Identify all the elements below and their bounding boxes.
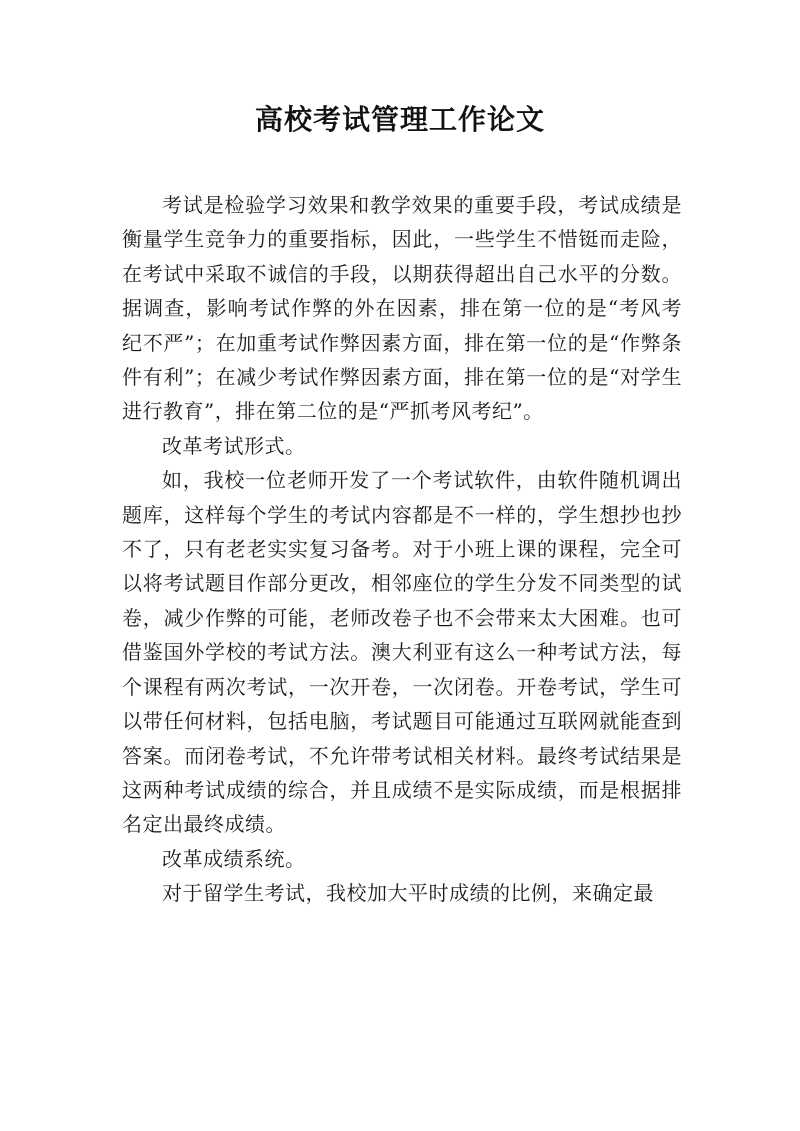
page-title: 高校考试管理工作论文: [254, 103, 545, 136]
document-body: [122, 188, 682, 911]
paragraph-exam-format: 如，我校一位老师开发了一个考试软件，由软件随机调出题库，这样每个学生的考试内容都是不一样的，学生想抄也抄不了，只有老老实实复习备考。对于小班上课的课程，完全可以将考试题目作部分更改，相邻座位的学生分发不同类型的试卷，减少作弊的可能，老师改卷子也不会带来太大困难。也可借鉴国外学校的考试方法。澳大利亚有这么一种考试方法，每个课程有两次考试，一次开卷，一次闭卷。开卷考试，学生可以带任何材料，包括电脑，考试题目可能通过互联网就能查到答案。而闭卷考试，不允许带考试相关材料。最终考试结果是这两种考试成绩的综合，并且成绩不是实际成绩，而是根据排名定出最终成绩。: [122, 468, 682, 837]
paragraph-intro: 考试是检验学习效果和教学效果的重要手段，考试成绩是衡量学生竞争力的重要指标，因此，一些学生不惜铤而走险，在考试中采取不诚信的手段，以期获得超出自己水平的分数。据调查，影响考试作弊的外在因素，排在第一位的是“考风考纪不严”；在加重考试作弊因素方面，排在第一位的是“作弊条件有利”；在减少考试作弊因素方面，排在第一位的是“对学生进行教育”，排在第二位的是“严抓考风考纪”。: [122, 193, 682, 424]
paragraph-grading-system: 对于留学生考试，我校加大平时成绩的比例，来确定最: [162, 881, 654, 906]
section-heading-exam-format: 改革考试形式。: [162, 433, 306, 458]
section-heading-grading-system: 改革成绩系统。: [162, 846, 306, 871]
